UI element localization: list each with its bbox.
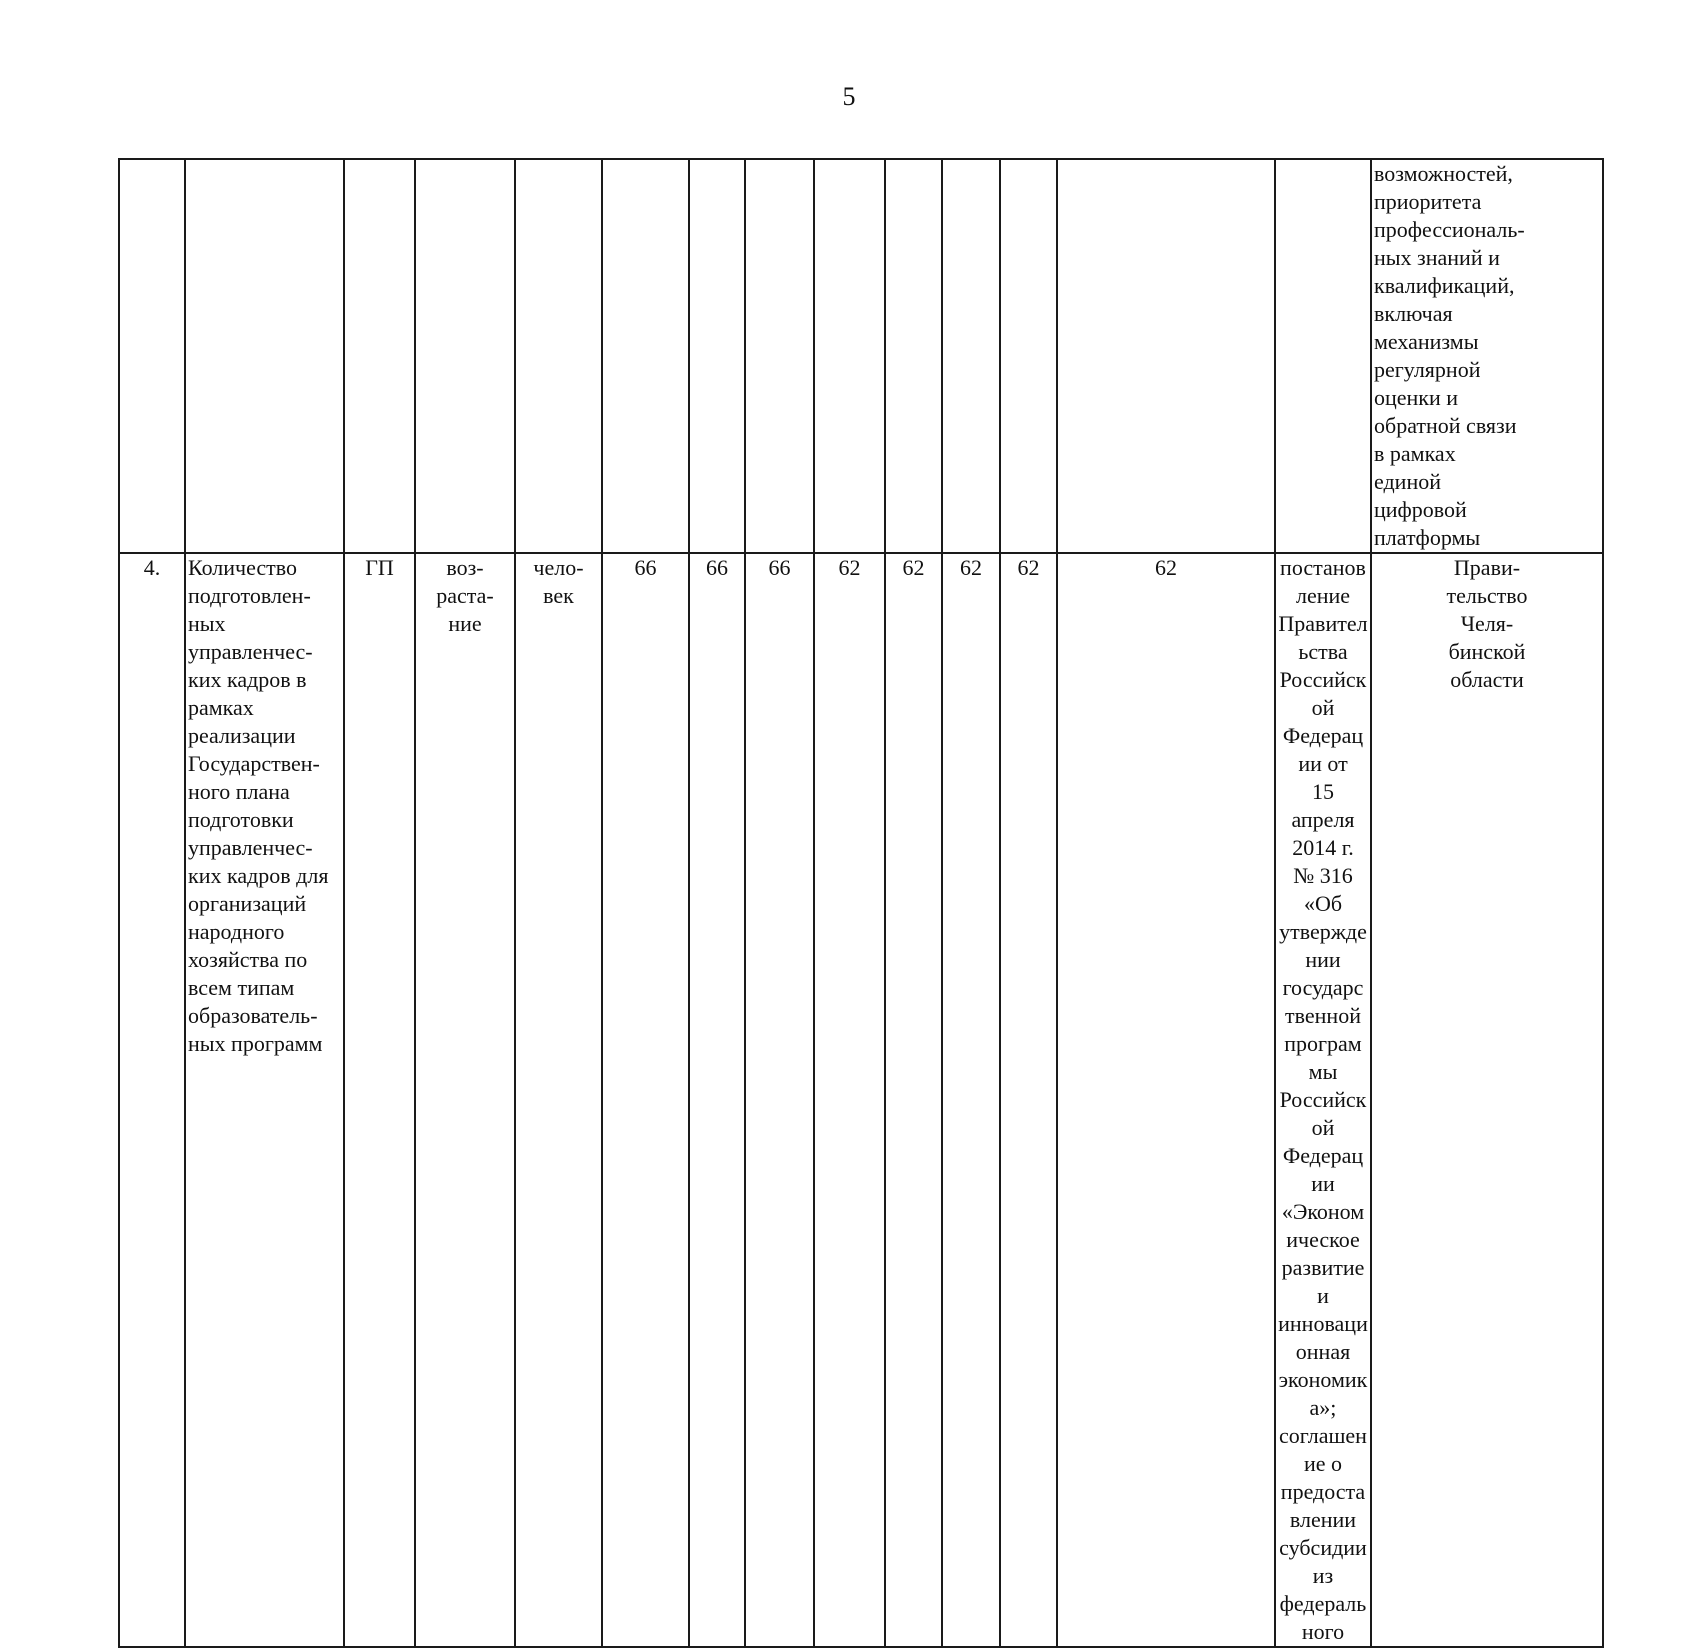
indicators-table bbox=[118, 158, 1604, 1648]
cell-value: 62 bbox=[814, 553, 885, 1647]
cell-empty bbox=[185, 159, 344, 553]
cell-empty bbox=[119, 159, 185, 553]
cell-value: 66 bbox=[689, 553, 745, 1647]
cell-empty bbox=[1000, 159, 1057, 553]
cell-responsible: Прави- тельство Челя- бинской области bbox=[1371, 553, 1603, 1647]
cell-value: 66 bbox=[602, 553, 689, 1647]
cell-empty bbox=[344, 159, 415, 553]
cell-empty bbox=[415, 159, 515, 553]
cell-trend: воз- раста- ние bbox=[415, 553, 515, 1647]
page-number: 5 bbox=[842, 82, 856, 111]
cell-row-number: 4. bbox=[119, 553, 185, 1647]
cell-notes-continuation: возможностей, приоритета профессиональ- ных знаний и квалификаций, включая механизмы регулярной оценки и обратной связи в рамках единой цифровой платформы bbox=[1371, 159, 1603, 553]
cell-empty bbox=[602, 159, 689, 553]
cell-unit: чело- век bbox=[515, 553, 602, 1647]
table-row-4 bbox=[119, 553, 1603, 1647]
cell-empty bbox=[745, 159, 814, 553]
table-row-continuation bbox=[119, 159, 1603, 553]
cell-document: постановление Правительства Российской Федерации от 15 апреля 2014 г. № 316 «Об утверждении государственной программы Российской Федерации «Экономическое развитие и инновационная экономика»; соглашение о предоставлении субсидии из федерального bbox=[1275, 553, 1371, 1647]
cell-empty bbox=[689, 159, 745, 553]
cell-empty bbox=[885, 159, 942, 553]
cell-value: 62 bbox=[1057, 553, 1275, 1647]
cell-empty bbox=[1057, 159, 1275, 553]
cell-value: 62 bbox=[885, 553, 942, 1647]
cell-value: 66 bbox=[745, 553, 814, 1647]
cell-level: ГП bbox=[344, 553, 415, 1647]
cell-value: 62 bbox=[1000, 553, 1057, 1647]
cell-empty bbox=[1275, 159, 1371, 553]
cell-empty bbox=[814, 159, 885, 553]
cell-indicator-name: Количество подготовлен- ных управленчес- ких кадров в рамках реализации Государствен- ного плана подготовки управленчес- ких кадров для организаций народного хозяйства по всем типам образователь- ных программ bbox=[185, 553, 344, 1647]
cell-empty bbox=[515, 159, 602, 553]
cell-empty bbox=[942, 159, 1000, 553]
cell-value: 62 bbox=[942, 553, 1000, 1647]
